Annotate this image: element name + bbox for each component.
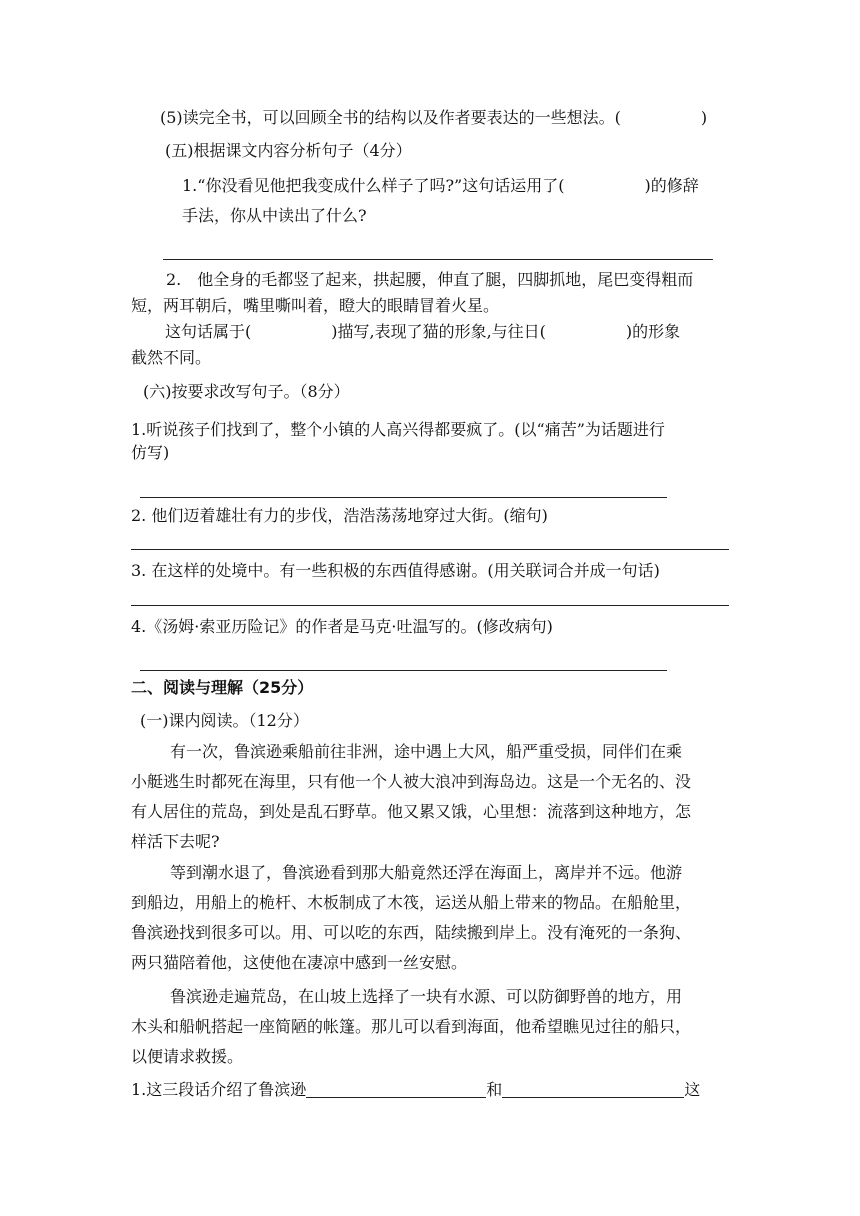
section-5-q2-line2: 短，两耳朝后，嘴里嘶叫着，瞪大的眼睛冒着火星。 [131,296,500,315]
section-5-q1-line2: 手法，你从中读出了什么? [182,206,367,225]
section-6-q3: 3. 在这样的处境中。有一些积极的东西值得感谢。(用关联词合并成一句话) [131,561,660,580]
passage-paragraph-2-line3: 鲁滨逊找到很多可以。用、可以吃的东西，陆续搬到岸上。没有淹死的一条狗、 [131,923,692,942]
section-5-q2-line4: 截然不同。 [131,348,212,367]
reading-question-1: 1.这三段话介绍了鲁滨逊 和 这 [131,1080,701,1099]
answer-line[interactable] [131,549,729,550]
passage-paragraph-1-line1: 有一次，鲁滨逊乘船前往非洲，途中遇上大风，船严重受损，同伴们在乘 [170,742,683,761]
section-5-q2-line3: 这句话属于( )描写,表现了猫的形象,与往日( )的形象 [165,322,681,341]
answer-line[interactable] [140,670,667,671]
section-5-heading: (五)根据课文内容分析句子（4分） [165,141,412,160]
passage-paragraph-2-line4: 两只猫陪着他，这使他在凄凉中感到一丝安慰。 [131,953,468,972]
answer-line[interactable] [163,259,713,260]
part-2-heading: 二、阅读与理解（25分） [131,678,314,697]
question-5: (5)读完全书，可以回顾全书的结构以及作者要表达的一些想法。( ) [160,108,708,127]
fill-in-blank[interactable] [306,1081,486,1098]
answer-line[interactable] [140,497,667,498]
section-6-q4: 4.《汤姆·索亚历险记》的作者是马克·吐温写的。(修改病句) [131,617,553,636]
section-6-q1-line1: 1.听说孩子们找到了，整个小镇的人高兴得都要疯了。(以“痛苦”为话题进行 [131,420,665,439]
passage-paragraph-3-line3: 以便请求救援。 [131,1047,244,1066]
passage-paragraph-2-line2: 到船边，用船上的桅杆、木板制成了木筏，运送从船上带来的物品。在船舱里， [131,893,692,912]
fill-in-blank[interactable] [502,1081,684,1098]
section-5-q1-line1: 1.“你没看见他把我变成什么样子了吗?”这句话运用了( )的修辞 [182,176,699,195]
section-6-q1-line2: 仿写) [131,443,170,462]
passage-paragraph-2-line1: 等到潮水退了，鲁滨逊看到那大船竟然还浮在海面上，离岸并不远。他游 [170,863,683,882]
section-5-q2-line1: 2. 他全身的毛都竖了起来，拱起腰，伸直了腿，四脚抓地，尾巴变得粗而 [166,270,694,289]
reading-subsection-heading: (一)课内阅读。（12分） [140,711,309,730]
passage-paragraph-1-line3: 有人居住的荒岛，到处是乱石野草。他又累又饿，心里想：流落到这种地方，怎 [131,802,692,821]
section-6-q2: 2. 他们迈着雄壮有力的步伐，浩浩荡荡地穿过大街。(缩句) [131,506,548,525]
passage-paragraph-1-line4: 样活下去呢? [131,832,220,851]
passage-paragraph-3-line2: 木头和船帆搭起一座简陋的帐篷。那儿可以看到海面，他希望瞧见过往的船只， [131,1017,692,1036]
answer-line[interactable] [131,605,729,606]
section-6-heading: (六)按要求改写句子。（8分） [143,382,350,401]
passage-paragraph-1-line2: 小艇逃生时都死在海里，只有他一个人被大浪冲到海岛边。这是一个无名的、没 [131,772,692,791]
passage-paragraph-3-line1: 鲁滨逊走遍荒岛，在山坡上选择了一块有水源、可以防御野兽的地方，用 [170,987,683,1006]
